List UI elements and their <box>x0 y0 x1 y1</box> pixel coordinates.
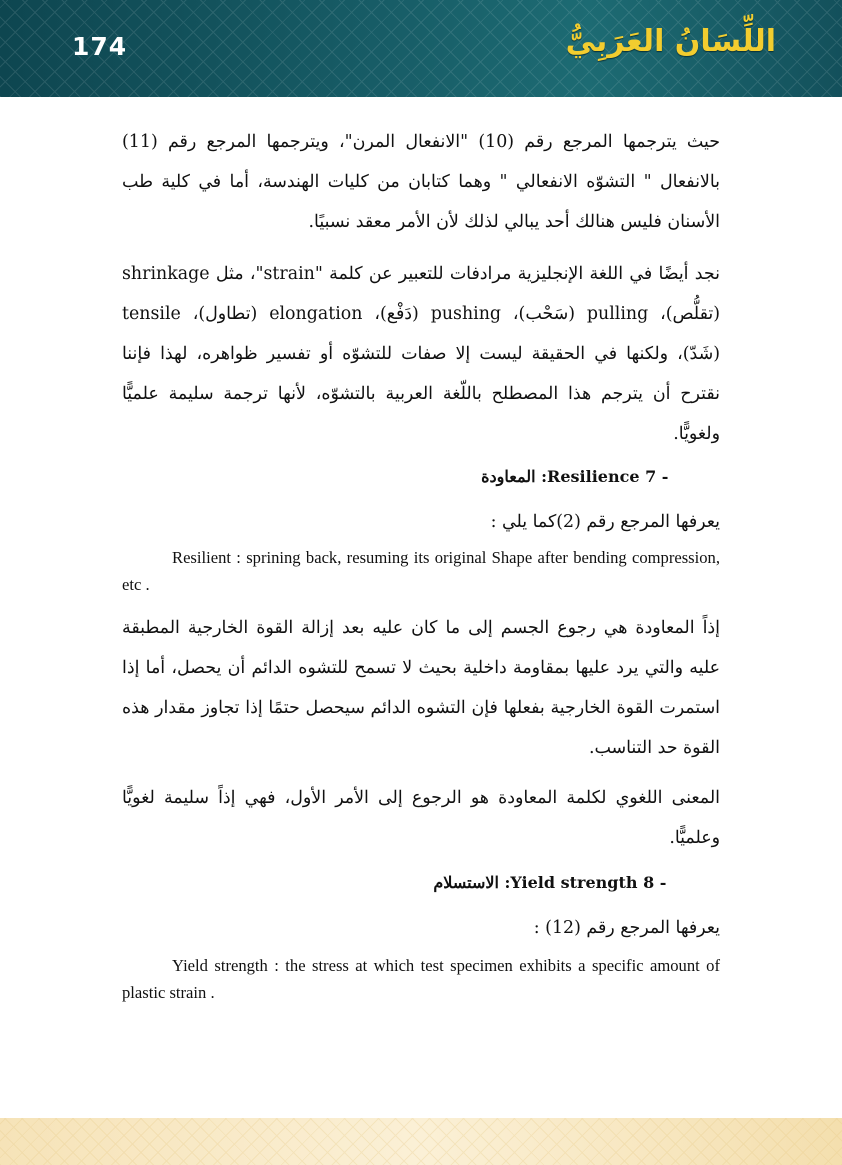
reference-line-yield: يعرفها المرجع رقم (12) : <box>533 918 720 938</box>
page-header <box>0 0 842 97</box>
page-footer-band <box>0 1118 842 1165</box>
page-number: 174 <box>72 32 128 61</box>
reference-line-resilience: يعرفها المرجع رقم (2)كما يلي : <box>490 512 720 532</box>
journal-logo-title: اللِّسَانُ العَرَبِيُّ <box>565 24 776 59</box>
definition-yield-strength: Yield strength : the stress at which test specimen exhibits a specific amount of plastic strain . <box>122 956 720 1002</box>
paragraph-strain-synonyms: نجد أيضًا في اللغة الإنجليزية مرادفات للتعبير عن كلمة "strain"، مثل shrinkage (تقلُّص)، pulling (سَحْب)، pushing (دَفْع)، elongation (تطاول)، tensile (شَدّ)، ولكنها في الحقيقة ليست إلا صفات للتشوّه أو تفسير ظواهره، لهذا فإننا نقترح أن يترجم هذا المصطلح باللّغة العربية بالتشوّه، لأنها ترجمة سليمة علميًّا ولغويًّا. <box>122 264 720 444</box>
section-arabic-term: : الاستسلام <box>433 873 511 892</box>
paragraph-resilience-linguistic: المعنى اللغوي لكلمة المعاودة هو الرجوع إلى الأمر الأول، فهي إذاً سليمة لغويًّا وعلميًّا. <box>122 788 720 848</box>
section-heading-yield-strength <box>122 868 672 898</box>
section-arabic-term: : المعاودة <box>481 467 548 486</box>
paragraph-strain-translation: حيث يترجمها المرجع رقم (10) "الانفعال المرن"، ويترجمها المرجع رقم (11) بالانفعال " التشوّه الانفعالي " وهما كتابان من كليات الهندسة، أما في كلية طب الأسنان فليس هنالك أحد يبالي لذلك لأن الأمر معقد نسبيًا. <box>122 132 720 232</box>
paragraph-resilience-explanation: إذاً المعاودة هي رجوع الجسم إلى ما كان عليه بعد إزالة القوة الخارجية المطبقة عليه والتي يرد عليها بمقاومة داخلية بحيث لا تسمح للتشوه الدائم أن يحصل، أما إذا استمرت القوة الخارجية بفعلها فإن التشوه الدائم سيحصل حتمًا إذا تجاوز مقدار هذه القوة حد التناسب. <box>122 618 720 758</box>
definition-resilience: Resilient : sprining back, resuming its original Shape after bending compression, etc . <box>122 548 720 594</box>
page-content <box>122 118 720 1010</box>
footer-pattern <box>0 1118 842 1165</box>
section-heading-resilience <box>122 462 674 492</box>
section-number: Yield strength 8 - <box>510 873 667 892</box>
section-number: Resilience 7 - <box>547 467 669 486</box>
